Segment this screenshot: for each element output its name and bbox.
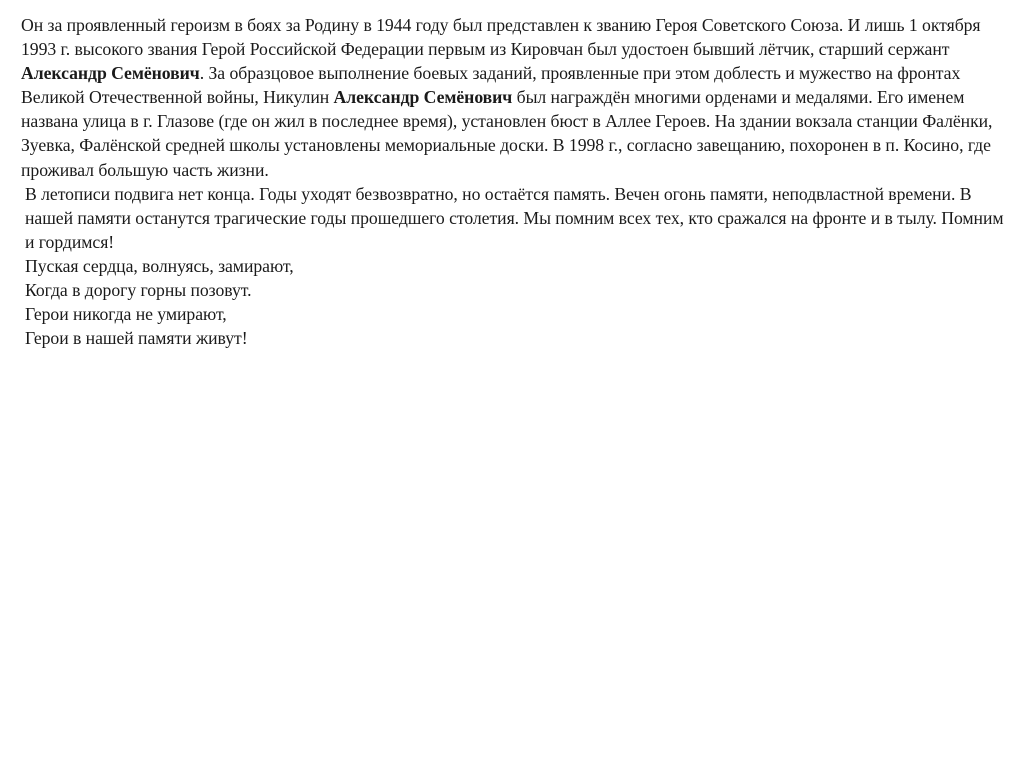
biography-paragraph [21, 13, 1011, 182]
verse-line-2: Когда в дорогу горны позовут. [25, 280, 252, 301]
verse-block [21, 254, 1011, 350]
verse-line-3: Герои никогда не умирают, [25, 304, 227, 325]
memory-paragraph: В летописи подвига нет конца. Годы уходят безвозвратно, но остаётся память. Вечен огонь памяти, неподвластной времени. В нашей памяти останутся трагические годы прошедшего столетия. Мы помним всех тех, кто сражался на фронте и в тылу. Помним и гордимся! [25, 183, 1004, 252]
document-text [21, 13, 1011, 350]
biography-text-part-3: был награждён многими орденами и медалями. Его именем названа улица в г. Глазове (где он жил в последнее время), установлен бюст в Аллее Героев. На здании вокзала станции Фалёнки, Зуевка, Фалёнской средней школы установлены мемориальные доски. В 1998 г., согласно завещанию, похоронен в п. Косино, где проживал большую часть жизни. [21, 87, 993, 180]
biography-text-part-2: . За образцовое выполнение боевых заданий, проявленные при этом доблесть и мужество на фронтах Великой Отечественной войны, Никулин [21, 63, 961, 108]
hero-name-bold: Александр Семёнович [21, 63, 200, 84]
hero-name-bold-second: Александр Семёнович [333, 87, 513, 108]
verse-line-4: Герои в нашей памяти живут! [25, 328, 248, 349]
biography-text-part-1: Он за проявленный героизм в боях за Родину в 1944 году был представлен к званию Героя Советского Союза. И лишь 1 октября 1993 г. высокого звания Герой Российской Федерации первым из Кировчан был удостоен бывший лётчик, старший сержант [21, 15, 981, 60]
verse-line-1: Пуская сердца, волнуясь, замирают, [25, 255, 294, 276]
